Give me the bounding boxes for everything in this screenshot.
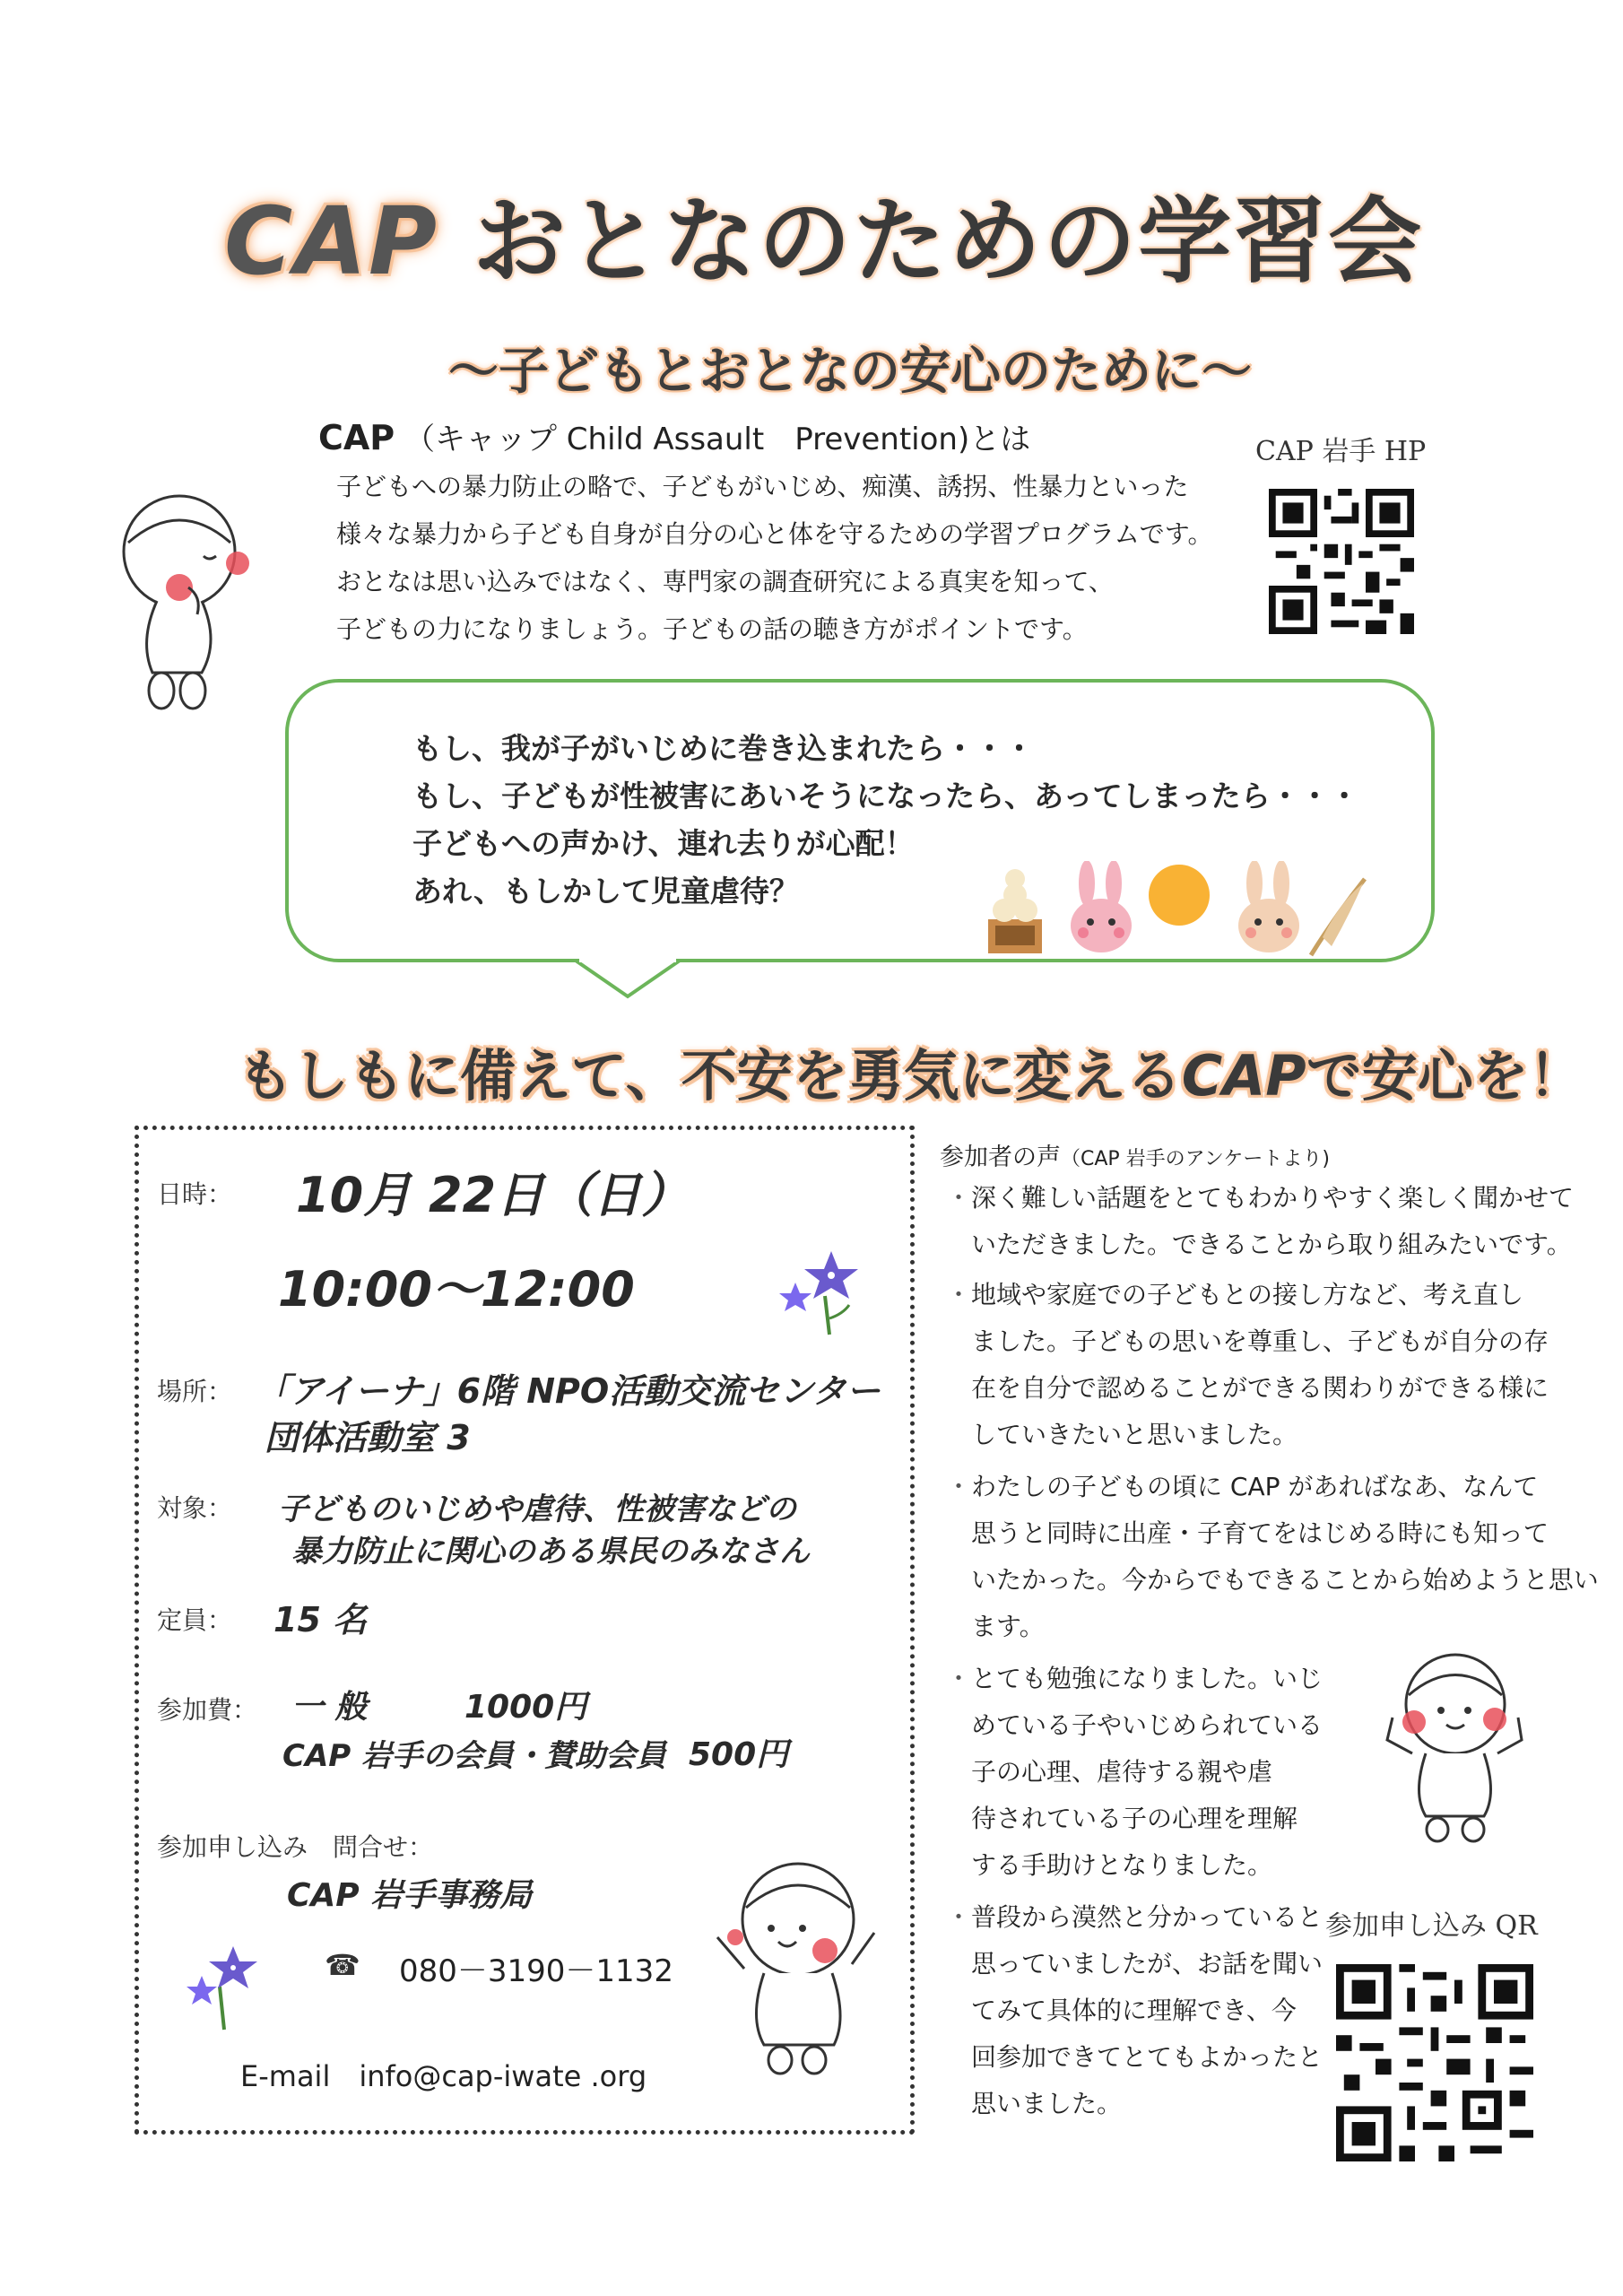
voice-line: 思うと同時に出産・子育てをはじめる時にも知って — [971, 1518, 1549, 1548]
contact-label: 参加申し込み 問合せ： — [157, 1832, 434, 1862]
voice-item-3 — [946, 1464, 1599, 1650]
slogan-part2: で安心を！ — [1306, 1043, 1584, 1109]
phone-icon: ☎ — [325, 1948, 360, 1982]
place-line2: 団体活動室 3 — [265, 1418, 471, 1457]
target-line1: 子どものいじめや虐待、性被害などの — [278, 1492, 796, 1527]
mascot-cheering-icon — [708, 1852, 879, 2076]
fee-label: 参加費： — [157, 1695, 258, 1725]
bellflower-icon — [184, 1942, 265, 2031]
bubble-line: あれ、もしかして児童虐待？ — [412, 874, 799, 909]
voice-line: とても勉強になりました。いじ — [971, 1664, 1324, 1693]
voice-line: めている子やいじめられている — [971, 1710, 1324, 1740]
voice-line: 地域や家庭での子どもとの接し方など、考え直し — [971, 1280, 1524, 1309]
phone-number[interactable]: 080－3190－1132 — [399, 1953, 673, 1989]
slogan-part1: もしもに備えて、不安を勇気に変える — [238, 1043, 1182, 1109]
intro-line: おとなは思い込みではなく、専門家の調査研究による真実を知って、 — [336, 567, 1114, 596]
voice-line: していきたいと思いました。 — [971, 1420, 1298, 1449]
capacity-label: 定員： — [157, 1605, 233, 1635]
fee-general-value: 1000円 — [464, 1689, 587, 1726]
slogan-cap: CAP — [1181, 1043, 1306, 1109]
voice-line: 深く難しい話題をとてもわかりやすく楽しく聞かせて — [971, 1183, 1575, 1213]
apply-qr-label: 参加申し込み QR — [1325, 1910, 1538, 1942]
voice-line: する手助けとなりました。 — [971, 1850, 1273, 1880]
mascot-flexing-icon — [1376, 1646, 1533, 1843]
bullet-icon: ・ — [946, 1183, 972, 1213]
bubble-line: もし、我が子がいじめに巻き込まれたら・・・ — [412, 731, 1034, 766]
beige-rabbit-icon — [1238, 861, 1299, 952]
apply-qr-code[interactable] — [1336, 1964, 1533, 2161]
voice-item-5 — [946, 1894, 1323, 2127]
intro-line: 様々な暴力から子ども自身が自分の心と体を守るための学習プログラムです。 — [336, 519, 1213, 549]
bubble-line: 子どもへの声かけ、連れ去りが心配！ — [412, 826, 915, 861]
voice-line: いただきました。できることから取り組みたいです。 — [971, 1230, 1572, 1259]
intro-cap: CAP — [318, 418, 395, 457]
place-line1: 「アイーナ」6階 NPO活動交流センター — [256, 1371, 881, 1411]
slogan — [238, 1031, 1584, 1111]
event-date: 10月 22日（日） — [296, 1167, 690, 1223]
voice-line: 回参加できてとてもよかったと — [971, 2042, 1324, 2072]
bullet-icon: ・ — [946, 1664, 972, 1693]
pink-rabbit-icon — [1071, 861, 1132, 952]
capacity-value: 15 名 — [273, 1600, 368, 1639]
title-cap: CAP — [224, 187, 439, 296]
bullet-icon: ・ — [946, 1472, 972, 1501]
voice-line: 子の心理、虐待する親や虐 — [971, 1757, 1273, 1787]
intro-line: 子どもの力になりましょう。子どもの話の聴き方がポイントです。 — [336, 614, 1088, 644]
susuki-grass-icon — [1311, 879, 1365, 955]
voice-line: 普段から漠然と分かっていると — [971, 1902, 1324, 1932]
voices-heading-text: 参加者の声 — [940, 1144, 1061, 1171]
voice-line: 在を自分で認めることができる関わりができる様に — [971, 1373, 1549, 1403]
voice-line: ました。子どもの思いを尊重し、子どもが自分の存 — [971, 1326, 1549, 1356]
voices-heading — [940, 1137, 1330, 1172]
hp-qr-code[interactable] — [1269, 489, 1414, 634]
voice-line: わたしの子どもの頃に CAP があればなあ、なんて — [971, 1472, 1539, 1501]
email-address[interactable]: E-mail info@cap-iwate .org — [240, 2059, 647, 2093]
bullet-icon: ・ — [946, 1902, 972, 1932]
voice-item-4 — [946, 1656, 1323, 1889]
tsukimi-decoration-icon — [977, 861, 1372, 960]
bubble-line: もし、子どもが性被害にあいそうになったら、あってしまったら・・・ — [412, 778, 1359, 813]
place-label: 場所： — [157, 1377, 233, 1406]
bellflower-icon — [776, 1247, 865, 1336]
bubble-tail-icon — [574, 959, 681, 1000]
target-line2: 暴力防止に関心のある県民のみなさん — [291, 1534, 810, 1570]
page-title — [224, 166, 1423, 300]
intro-head-rest: （キャップ Child Assault Prevention)とは — [404, 422, 1031, 457]
bullet-icon: ・ — [946, 1280, 972, 1309]
hp-qr-label: CAP 岩手 HP — [1255, 436, 1427, 467]
voice-line: 待されている子の心理を理解 — [971, 1804, 1298, 1833]
fee-general-label: 一 般 — [291, 1689, 368, 1726]
moon-icon — [1149, 865, 1210, 926]
dango-offering-icon — [988, 869, 1042, 953]
voice-line: ます。 — [971, 1612, 1045, 1641]
voice-item-2 — [946, 1272, 1549, 1458]
voice-line: いたかった。今からでもできることから始めようと思い — [971, 1565, 1599, 1595]
intro-body — [336, 463, 1212, 653]
intro-line: 子どもへの暴力防止の略で、子どもがいじめ、痴漢、誘拐、性暴力といった — [336, 472, 1189, 501]
voice-line: 思いました。 — [971, 2089, 1123, 2118]
date-label: 日時： — [157, 1179, 233, 1209]
fee-member-value: 500円 — [689, 1736, 789, 1773]
intro-heading — [318, 414, 1030, 458]
voice-line: 思っていましたが、お話を聞い — [971, 1949, 1324, 1979]
voice-item-1 — [946, 1175, 1574, 1268]
voice-line: てみて具体的に理解でき、今 — [971, 1996, 1297, 2025]
target-label: 対象： — [157, 1493, 233, 1523]
event-time: 10:00～12:00 — [278, 1261, 635, 1318]
voices-heading-note: （CAP 岩手のアンケートより) — [1061, 1148, 1330, 1170]
subtitle: ～子どもとおとなの安心のために～ — [448, 343, 1252, 401]
org-name: CAP 岩手事務局 — [287, 1877, 533, 1914]
title-main: おとなのための学習会 — [473, 187, 1424, 296]
fee-member-label: CAP 岩手の会員・賛助会員 — [282, 1738, 667, 1774]
mascot-thinking-icon — [103, 489, 265, 713]
